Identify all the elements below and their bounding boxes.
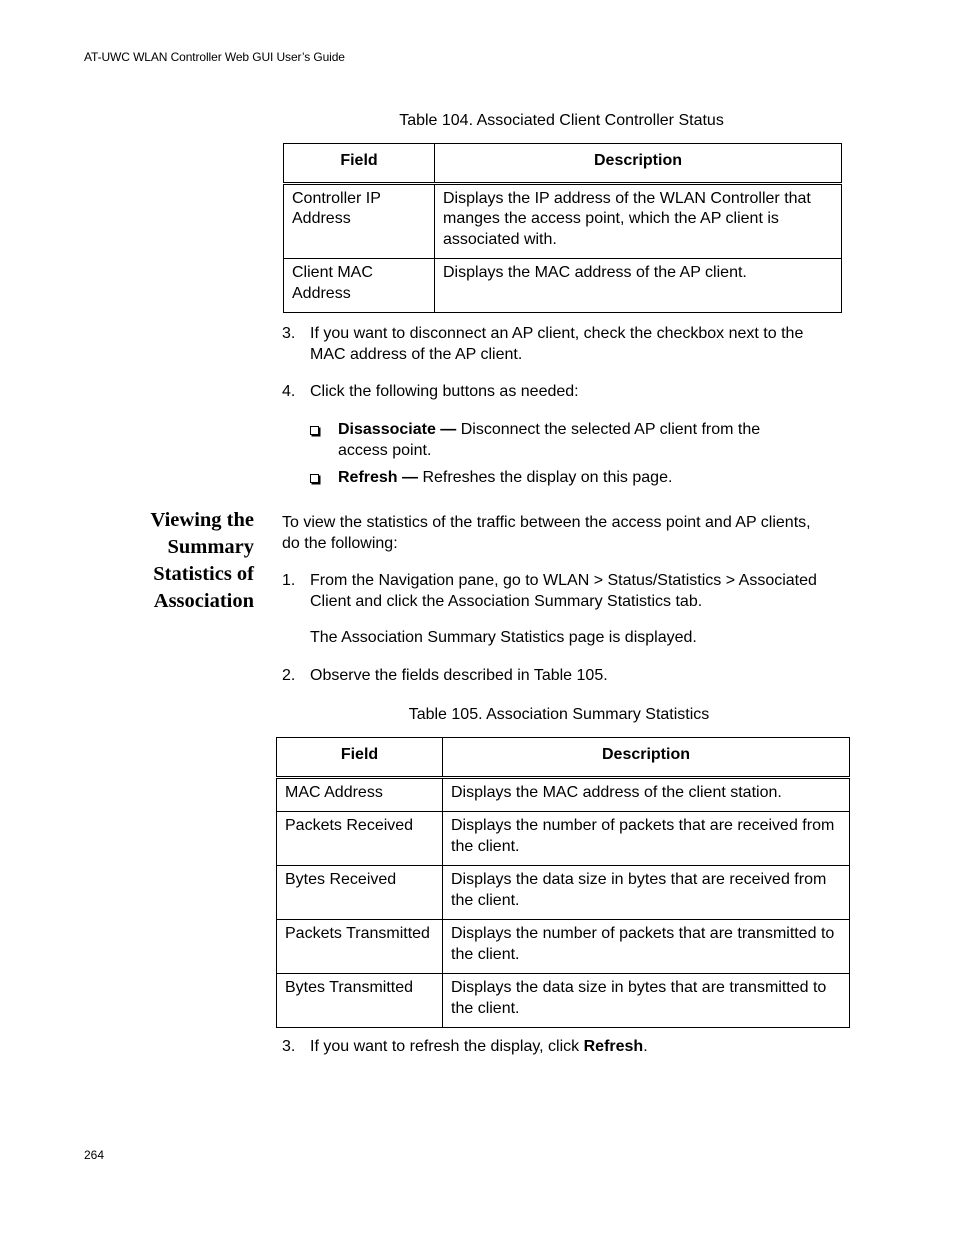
table-row	[277, 974, 850, 1028]
column-header-field: Field	[284, 144, 435, 184]
section-heading: Viewing the Summary Statistics of Association	[150, 509, 254, 612]
step-text: If you want to disconnect an AP client, check the checkbox next to the MAC address of the AP client.	[310, 325, 804, 363]
table-row	[277, 812, 850, 866]
description-cell: Displays the MAC address of the client station.	[443, 777, 850, 812]
field-cell: Bytes Received	[277, 866, 443, 920]
step-item	[282, 666, 842, 687]
step-text: Observe the fields described in Table 105.	[310, 667, 608, 684]
field-cell: Client MAC Address	[284, 259, 435, 313]
checkbox-bullet-icon	[310, 474, 319, 483]
description-cell: Displays the data size in bytes that are transmitted to the client.	[443, 974, 850, 1028]
bullet-item-disassociate	[310, 420, 810, 461]
step-item	[282, 382, 842, 403]
step-number: 1.	[282, 572, 296, 589]
description-cell: Displays the data size in bytes that are received from the client.	[443, 866, 850, 920]
step-item	[282, 571, 842, 612]
description-cell: Displays the number of packets that are received from the client.	[443, 812, 850, 866]
button-name-disassociate: Disassociate —	[338, 421, 457, 438]
bullet-item-refresh	[310, 468, 810, 489]
column-header-description: Description	[443, 738, 850, 778]
table-row	[277, 866, 850, 920]
step-text: Click the following buttons as needed:	[310, 383, 579, 400]
step-item	[282, 1037, 842, 1058]
page-number: 264	[84, 1148, 105, 1162]
section-intro: To view the statistics of the traffic between the access point and AP clients, do the following:	[282, 514, 811, 552]
step-number: 2.	[282, 667, 296, 684]
column-header-description: Description	[435, 144, 842, 184]
table-row	[284, 183, 842, 259]
description-cell: Displays the IP address of the WLAN Controller that manges the access point, which the AP client is associated with.	[435, 183, 842, 259]
refresh-button-reference: Refresh	[583, 1038, 644, 1055]
table-104	[283, 143, 842, 313]
table-row	[277, 777, 850, 812]
table-104-caption: Table 104. Associated Client Controller Status	[399, 112, 724, 129]
bullet-text: Refreshes the display on this page.	[418, 469, 673, 486]
field-cell: MAC Address	[277, 777, 443, 812]
field-cell: Controller IP Address	[284, 183, 435, 259]
running-header: AT-UWC WLAN Controller Web GUI User’s Guide	[84, 50, 345, 64]
step-text-end: .	[643, 1038, 648, 1055]
step-text: From the Navigation pane, go to WLAN > Status/Statistics > Associated Client and click the Association Summary Statistics tab.	[310, 572, 817, 610]
table-header-row	[284, 144, 842, 184]
table-row	[277, 920, 850, 974]
step-number: 4.	[282, 383, 296, 400]
bullet-text: Disconnect the selected AP client from the access point.	[338, 421, 761, 459]
table-105	[276, 737, 850, 1028]
field-cell: Packets Received	[277, 812, 443, 866]
step-text: If you want to refresh the display, click	[310, 1038, 584, 1055]
step-item	[282, 324, 842, 365]
checkbox-bullet-icon	[310, 426, 319, 435]
button-name-refresh: Refresh —	[338, 469, 419, 486]
field-cell: Packets Transmitted	[277, 920, 443, 974]
step-number: 3.	[282, 1038, 296, 1055]
step-result: The Association Summary Statistics page is displayed.	[310, 629, 697, 646]
field-cell: Bytes Transmitted	[277, 974, 443, 1028]
table-105-caption: Table 105. Association Summary Statistics	[408, 706, 710, 723]
table-header-row	[277, 738, 850, 778]
column-header-field: Field	[277, 738, 443, 778]
table-row	[284, 259, 842, 313]
description-cell: Displays the number of packets that are transmitted to the client.	[443, 920, 850, 974]
description-cell: Displays the MAC address of the AP client.	[435, 259, 842, 313]
step-number: 3.	[282, 325, 296, 342]
